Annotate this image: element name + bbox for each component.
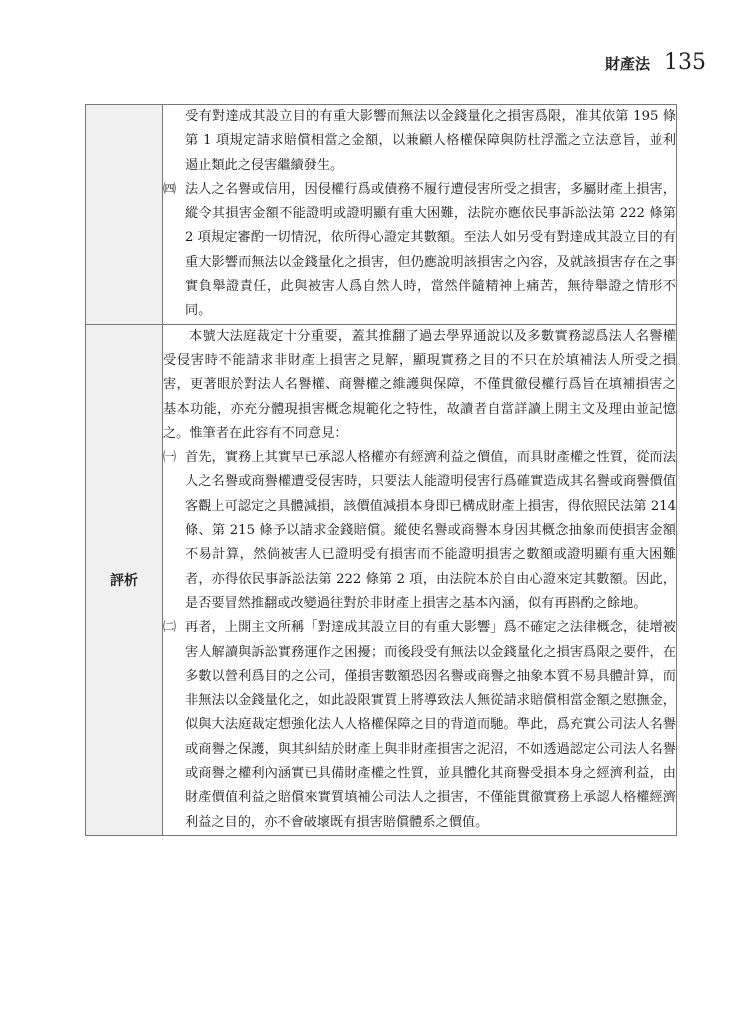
table-row <box>86 324 677 835</box>
intro-paragraph: 本號大法庭裁定十分重要，蓋其推翻了過去學界通說以及多數實務認爲法人名譽權受侵害時不能請求非財產上損害之見解，顯現實務之目的不只在於填補法人所受之損害，更著眼於對法人名譽權、商譽權之維護與保障，不僅貫徹侵權行爲旨在填補損害之基本功能，亦充分體現損害概念規範化之特性，故讀者自當詳讀上開主文及理由並記憶之。惟筆者在此容有不同意見： <box>163 328 676 441</box>
row-label-cell <box>86 105 163 325</box>
item-marker: ㈡ <box>163 620 177 636</box>
item-marker: ㈠ <box>163 450 177 466</box>
list-item <box>163 446 676 616</box>
page-header <box>605 50 706 75</box>
row-content-cell <box>163 105 677 325</box>
running-header-title: 財產法 <box>604 55 650 73</box>
row-content-cell <box>163 324 677 835</box>
table-row <box>86 105 677 325</box>
commentary-table <box>85 104 677 836</box>
item-text: 首先，實務上其實早已承認人格權亦有經濟利益之價值，而具財產權之性質，從而法人之名譽或商譽權遭受侵害時，只要法人能證明侵害行爲確實造成其名譽或商譽價值客觀上可認定之具體減損，該價值減損本身即已構成財產上損害，得依照民法第 214 條、第 215 條予以請求金錢賠償。縱使名譽或商譽本身因其概念抽象而使損害金額不易計算，然倘被害人已證明受有損害而不能證明損害之數額或證明顯有重大困難者，亦得依民事訴訟法第 222 條第 2 項，由法院本於自由心證來定其數額。因此，是否要冒然推翻或改變過往對於非財產上損害之基本內涵，似有再斟酌之餘地。 <box>185 450 676 611</box>
list-item <box>163 178 676 324</box>
item-marker: ㈣ <box>163 181 177 197</box>
page-number: 135 <box>664 50 706 75</box>
list-item <box>163 616 676 835</box>
item-text: 再者，上開主文所稱「對達成其設立目的有重大影響」爲不確定之法律概念，徒增被害人解讀與訴訟實務運作之困擾；而後段受有無法以金錢量化之損害爲限之要件，在多數以營利爲目的之公司，僅損害數額恐因名譽或商譽之抽象本質不易具體計算，而非無法以金錢量化之，如此設限實質上將導致法人無從請求賠償相當金額之慰撫金，似與大法庭裁定想強化法人人格權保障之目的背道而馳。準此，爲充實公司法人名譽或商譽之保護，與其糾結於財產上與非財產損害之泥沼，不如透過認定公司法人名譽或商譽之權利內涵實已具備財產權之性質，並具體化其商譽受損本身之經濟利益，由財產價值利益之賠償來實質填補公司法人之損害，不僅能貫徹實務上承認人格權經濟利益之目的，亦不會破壞既有損害賠償體系之價值。 <box>185 620 676 830</box>
item-text: 法人之名譽或信用，因侵權行爲或債務不履行遭侵害所受之損害，多屬財產上損害，縱令其損害金額不能證明或證明顯有重大困難，法院亦應依民事訴訟法第 222 條第 2 項規定審酌一切情況，依所得心證定其數額。至法人如另受有對達成其設立目的有重大影響而無法以金錢量化之損害，但仍應說明該損害之內容，及就該損害存在之事實負舉證責任，此與被害人爲自然人時，當然伴隨精神上痛苦，無待舉證之情形不同。 <box>185 181 676 319</box>
continuation-paragraph: 受有對達成其設立目的有重大影響而無法以金錢量化之損害爲限，准其依第 195 條第 1 項規定請求賠償相當之金額，以兼顧人格權保障與防杜浮濫之立法意旨，並利遏止類此之侵害繼續發生。 <box>185 109 676 173</box>
row-label-cell <box>86 324 163 835</box>
row-label-evaluation: 評析 <box>110 572 138 589</box>
